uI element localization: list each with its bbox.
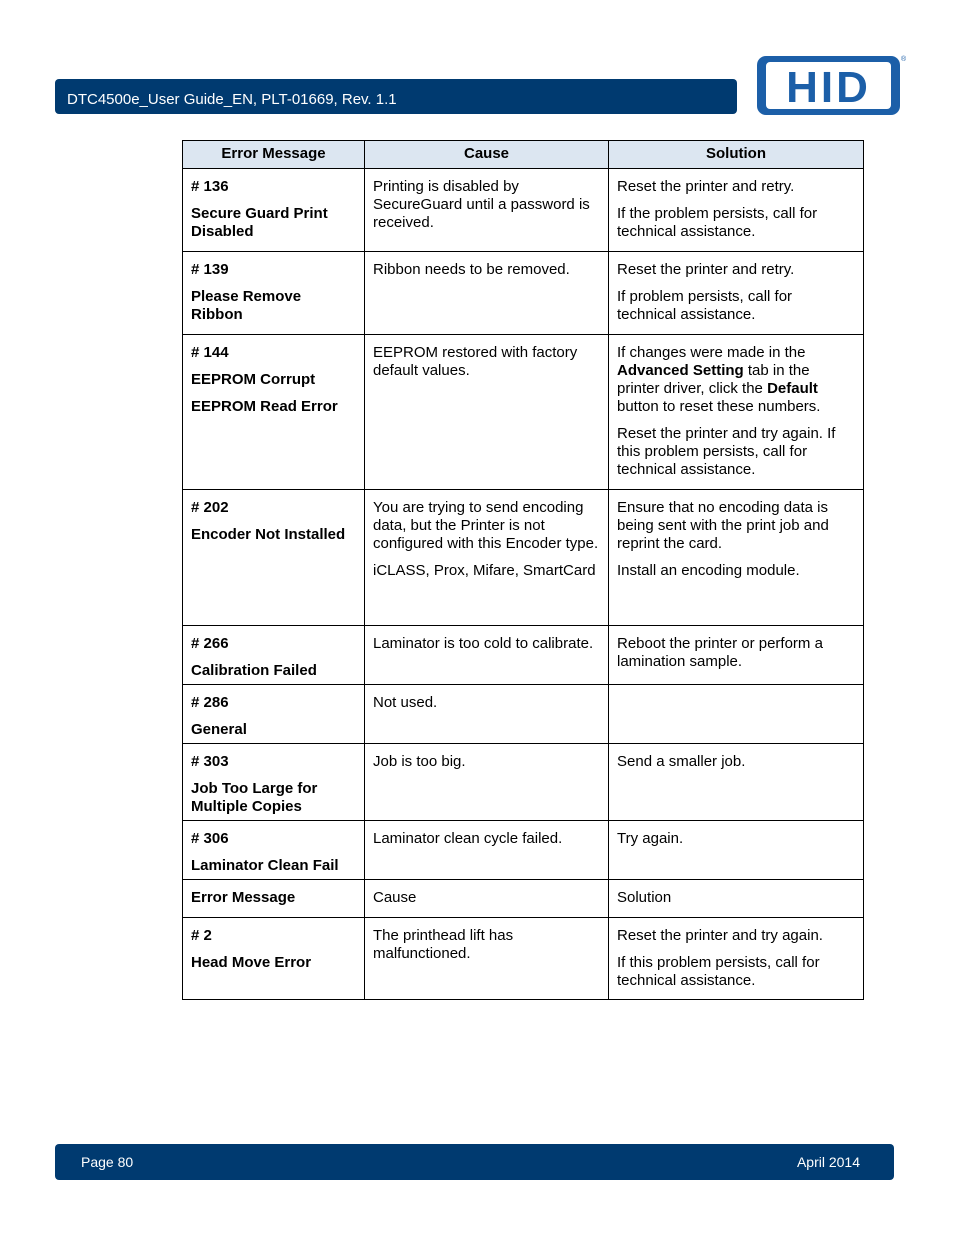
solution-text: Install an encoding module. (617, 562, 800, 579)
solution-text: Try again. (617, 830, 684, 847)
hid-logo-graphic (757, 56, 900, 115)
cause-cell (365, 626, 609, 685)
error-cell (183, 490, 365, 626)
hid-logo-text: HID (786, 63, 871, 112)
error-code: # 266 (191, 635, 229, 652)
solution-cell (609, 490, 864, 626)
solution-text: If the problem persists, call for technical assistance. (617, 205, 818, 240)
solution-text: Send a smaller job. (617, 753, 746, 770)
default-term: Default (767, 380, 818, 397)
table-header-row (183, 141, 864, 169)
cause-text: The printhead lift has malfunctioned. (373, 927, 514, 962)
cause-text: Laminator is too cold to calibrate. (373, 635, 594, 652)
error-cell (183, 252, 365, 335)
error-code: # 286 (191, 694, 229, 711)
error-cell (183, 685, 365, 744)
error-code: # 306 (191, 830, 229, 847)
error-title: EEPROM Corrupt (191, 371, 316, 388)
solution-cell (609, 821, 864, 880)
solution-text: Reset the printer and retry. (617, 261, 795, 278)
table-row (183, 918, 864, 1000)
column-header-cause: Cause (365, 141, 609, 169)
error-title: Calibration Failed (191, 662, 317, 679)
solution-text: Reset the printer and try again. If this problem persists, call for technical assistance. (617, 425, 836, 478)
error-code: # 136 (191, 178, 229, 195)
error-code: # 2 (191, 927, 212, 944)
table-row (183, 744, 864, 821)
solution-cell (609, 169, 864, 252)
error-code: # 144 (191, 344, 229, 361)
publication-date: April 2014 (796, 1154, 860, 1170)
cause-cell (365, 821, 609, 880)
error-cell (183, 918, 365, 1000)
document-title: DTC4500e_User Guide_EN, PLT-01669, Rev. 1.1 (67, 91, 397, 108)
table-row (183, 626, 864, 685)
table-row (183, 685, 864, 744)
column-header-error: Error Message (183, 141, 365, 169)
table-row (183, 821, 864, 880)
hid-logo (757, 56, 900, 115)
error-title: Head Move Error (191, 954, 312, 971)
error-cell (183, 744, 365, 821)
error-title: Please Remove Ribbon (191, 288, 302, 323)
error-title: EEPROM Read Error (191, 398, 338, 415)
table-row (183, 335, 864, 490)
repeat-header-solution: Solution (609, 880, 864, 918)
solution-text: If problem persists, call for technical assistance. (617, 288, 793, 323)
solution-cell (609, 918, 864, 1000)
cause-text: Ribbon needs to be removed. (373, 261, 570, 278)
repeat-header-error: Error Message (183, 880, 365, 918)
error-title: Encoder Not Installed (191, 526, 346, 543)
solution-text: If this problem persists, call for technical assistance. (617, 954, 820, 989)
error-cell (183, 169, 365, 252)
cause-text: EEPROM restored with factory default values. (373, 344, 578, 379)
error-code: # 303 (191, 753, 229, 770)
solution-cell (609, 685, 864, 744)
solution-cell (609, 335, 864, 490)
error-cell (183, 821, 365, 880)
error-title: Secure Guard Print Disabled (191, 205, 328, 240)
error-table (182, 140, 864, 1000)
cause-cell (365, 252, 609, 335)
registered-mark: ® (901, 56, 907, 63)
table-row (183, 490, 864, 626)
error-cell (183, 335, 365, 490)
cause-cell (365, 918, 609, 1000)
error-code: # 139 (191, 261, 229, 278)
repeat-header-row (183, 880, 864, 918)
cause-cell (365, 685, 609, 744)
solution-text: Reboot the printer or perform a lamination sample. (617, 635, 823, 670)
cause-text: iCLASS, Prox, Mifare, SmartCard (373, 562, 596, 579)
solution-text: If changes were made in the Advanced Setting tab in the printer driver, click the Default button to reset these numbers. (617, 344, 821, 415)
solution-text: Reset the printer and retry. (617, 178, 795, 195)
table-row (183, 169, 864, 252)
cause-text: You are trying to send encoding data, but the Printer is not configured with this Encoder type. (373, 499, 599, 552)
solution-text: Reset the printer and try again. (617, 927, 823, 944)
cause-cell (365, 335, 609, 490)
page-footer-bar (55, 1144, 894, 1180)
solution-text: Ensure that no encoding data is being sent with the print job and reprint the card. (617, 499, 829, 552)
solution-cell (609, 744, 864, 821)
cause-cell (365, 744, 609, 821)
advanced-setting-term: Advanced Setting (617, 362, 744, 379)
solution-cell (609, 252, 864, 335)
column-header-solution: Solution (609, 141, 864, 169)
cause-cell (365, 169, 609, 252)
error-cell (183, 626, 365, 685)
solution-cell (609, 626, 864, 685)
error-code: # 202 (191, 499, 229, 516)
error-title: Job Too Large for Multiple Copies (191, 780, 318, 815)
error-title: General (191, 721, 247, 738)
table-row (183, 252, 864, 335)
cause-cell (365, 490, 609, 626)
cause-text: Job is too big. (373, 753, 466, 770)
cause-text: Laminator clean cycle failed. (373, 830, 563, 847)
cause-text: Not used. (373, 694, 438, 711)
page-number: Page 80 (81, 1154, 134, 1170)
error-title: Laminator Clean Fail (191, 857, 339, 874)
document-header-bar (55, 79, 737, 114)
repeat-header-cause: Cause (365, 880, 609, 918)
cause-text: Printing is disabled by SecureGuard until a password is received. (373, 178, 590, 231)
